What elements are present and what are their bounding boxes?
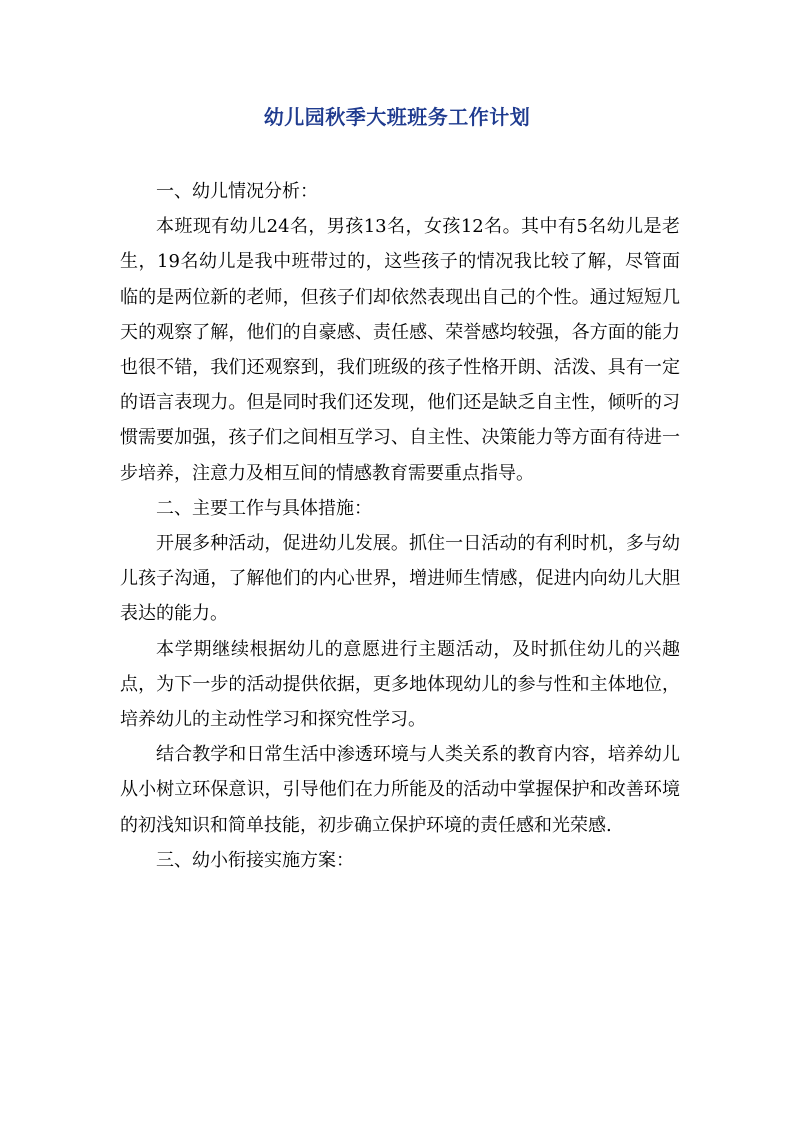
paragraph-activities: 开展多种活动，促进幼儿发展。抓住一日活动的有利时机，多与幼儿孩子沟通，了解他们的内心世界，增进师生情感，促进内向幼儿大胆表达的能力。	[120, 533, 680, 625]
section-heading-main-work: 二、主要工作与具体措施：	[156, 497, 372, 519]
section-heading-situation-analysis: 一、幼儿情况分析：	[156, 181, 318, 202]
section-heading-transition-plan: 三、幼小衔接实施方案：	[156, 849, 354, 871]
paragraph-situation-analysis: 本班现有幼儿24名，男孩13名，女孩12名。其中有5名幼儿是老生，19名幼儿是我中班带过的，这些孩子的情况我比较了解，尽管面临的是两位新的老师，但孩子们却依然表现出自己的个性。通过短短几天的观察了解，他们的自豪感、责任感、荣誉感均较强，各方面的能力也很不错，我们还观察到，我们班级的孩子性格开朗、活泼、具有一定的语言表现力。但是同时我们还发现，他们还是缺乏自主性，倾听的习惯需要加强，孩子们之间相互学习、自主性、决策能力等方面有待进一步培养，注意力及相互间的情感教育需要重点指导。	[120, 216, 680, 484]
paragraph-environment-education: 结合教学和日常生活中渗透环境与人类关系的教育内容，培养幼儿从小树立环保意识，引导他们在力所能及的活动中掌握保护和改善环境的初浅知识和简单技能，初步确立保护环境的责任感和光荣感.	[120, 744, 680, 836]
document-body	[120, 174, 680, 878]
paragraph-theme-activities: 本学期继续根据幼儿的意愿进行主题活动，及时抓住幼儿的兴趣点，为下一步的活动提供依据，更多地体现幼儿的参与性和主体地位，培养幼儿的主动性学习和探究性学习。	[120, 638, 680, 731]
document-title: 幼儿园秋季大班班务工作计划	[263, 105, 531, 129]
